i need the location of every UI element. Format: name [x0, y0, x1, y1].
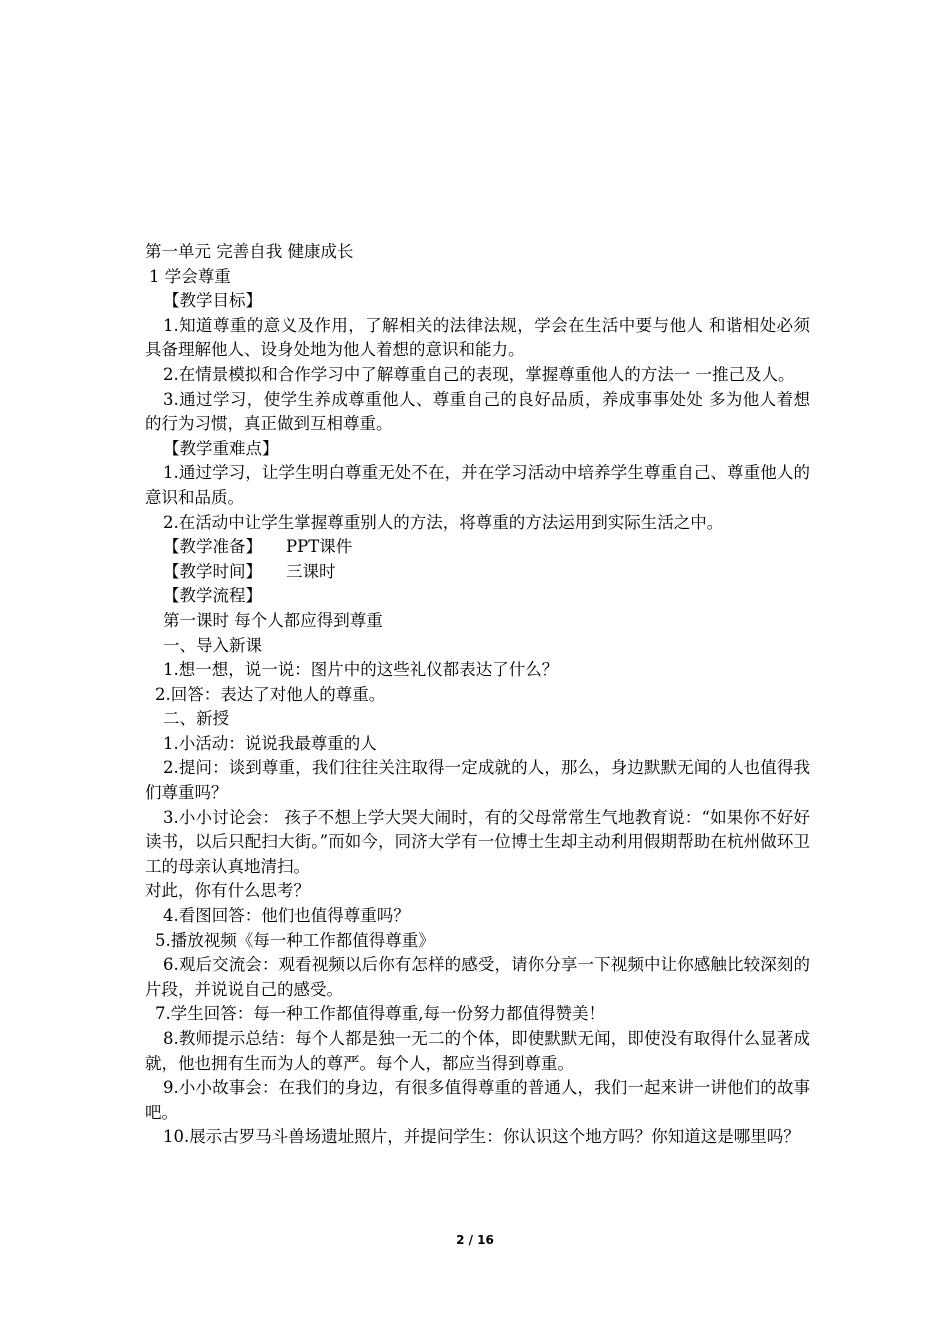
- new-item-9: 9.小小故事会：在我们的身边，有很多值得尊重的普通人，我们一起来讲一讲他们的故事吧。: [145, 1078, 810, 1122]
- prep-heading: 【教学准备】: [163, 537, 262, 557]
- goals-heading: 【教学目标】: [163, 291, 262, 311]
- key-point-2: 2.在活动中让学生掌握尊重别人的方法，将尊重的方法运用到实际生活之中。: [163, 512, 724, 532]
- section1-title: 一、导入新课: [163, 635, 262, 655]
- time-value: 三课时: [286, 561, 336, 581]
- process-heading: 【教学流程】: [163, 586, 262, 606]
- new-item-3: 3.小小讨论会： 孩子不想上学大哭大闹时，有的父母常常生气地教育说：“如果你不好好读书，以后只配扫大街。”而如今，同济大学有一位博士生却主动利用假期帮助在杭州做环卫工的母亲认真地清扫。: [145, 807, 810, 876]
- new-item-4: 4.看图回答：他们也值得尊重吗？: [163, 906, 410, 926]
- new-item-8: 8.教师提示总结：每个人都是独一无二的个体，即使默默无闻，即使没有取得什么显著成就，他也拥有生而为人的尊严。每个人，都应当得到尊重。: [145, 1029, 810, 1073]
- key-points-heading: 【教学重难点】: [163, 438, 279, 458]
- goal-3: 3.通过学习，使学生养成尊重他人、尊重自己的良好品质，养成事事处处 多为他人着想的行为习惯，真正做到互相尊重。: [145, 389, 810, 434]
- prep-row: [145, 535, 810, 560]
- page-indicator: 2 / 16: [456, 1233, 494, 1247]
- section2-title: 二、新授: [163, 709, 229, 729]
- intro-item-1: 1.想一想，说一说：图片中的这些礼仪都表达了什么？: [163, 660, 559, 680]
- new-item-7: 7.学生回答：每一种工作都值得尊重,每一份努力都值得赞美！: [155, 1004, 605, 1024]
- document-body: [145, 240, 810, 1150]
- time-heading: 【教学时间】: [163, 561, 262, 581]
- prep-value: PPT课件: [286, 537, 353, 557]
- lesson1-title: 第一课时 每个人都应得到尊重: [163, 610, 383, 630]
- goal-1: 1.知道尊重的意义及作用，了解相关的法律法规，学会在生活中要与他人 和谐相处必须具备理解他人、设身处地为他人着想的意识和能力。: [145, 315, 810, 360]
- lesson-title: 1 学会尊重: [149, 266, 231, 286]
- new-item-2: 2.提问：谈到尊重，我们往往关注取得一定成就的人，那么，身边默默无闻的人也值得我们尊重吗？: [145, 758, 810, 803]
- new-item-1: 1.小活动：说说我最尊重的人: [163, 733, 377, 753]
- new-item-3-followup: 对此，你有什么思考？: [145, 881, 310, 901]
- new-item-10: 10.展示古罗马斗兽场遗址照片，并提问学生：你认识这个地方吗？你知道这是哪里吗？: [163, 1127, 800, 1147]
- key-point-1: 1.通过学习，让学生明白尊重无处不在，并在学习活动中培养学生尊重自己、尊重他人的意识和品质。: [145, 463, 810, 507]
- new-item-5: 5.播放视频《每一种工作都值得尊重》: [155, 930, 435, 950]
- time-row: [145, 560, 810, 585]
- new-item-6: 6.观后交流会：观看视频以后你有怎样的感受，请你分享一下视频中让你感触比较深刻的片段，并说说自己的感受。: [145, 955, 810, 999]
- intro-item-2: 2.回答：表达了对他人的尊重。: [155, 684, 386, 704]
- unit-title: 第一单元 完善自我 健康成长: [145, 242, 354, 261]
- goal-2: 2.在情景模拟和合作学习中了解尊重自己的表现，掌握尊重他人的方法一 一推己及人。: [163, 364, 795, 384]
